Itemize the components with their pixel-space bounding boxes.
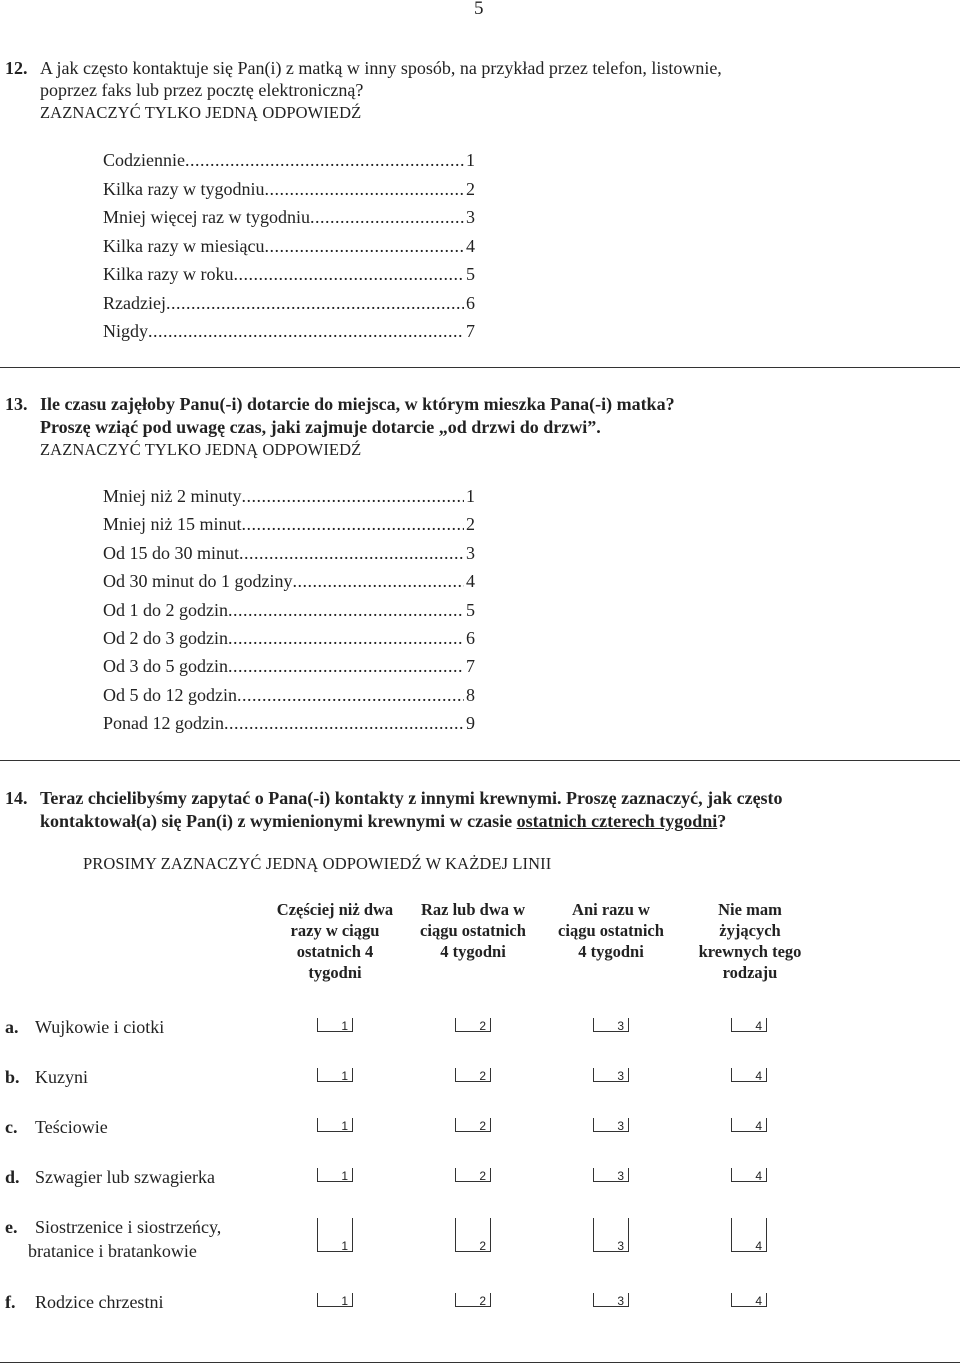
leader-dots bbox=[237, 685, 464, 706]
leader-dots bbox=[310, 207, 464, 228]
answer-option[interactable] bbox=[103, 571, 475, 599]
checkbox-code: 1 bbox=[341, 1294, 348, 1308]
answer-option[interactable] bbox=[103, 293, 475, 321]
page-number: 5 bbox=[474, 0, 484, 19]
text-part: kontaktował(a) się Pan(i) z wymienionymi krewnymi w czasie bbox=[40, 811, 517, 831]
option-label: Mniej niż 2 minuty bbox=[103, 486, 242, 506]
checkbox-code: 1 bbox=[341, 1069, 348, 1083]
checkbox-code: 3 bbox=[617, 1119, 624, 1133]
checkbox-code: 2 bbox=[479, 1169, 486, 1183]
option-label: Kilka razy w tygodniu bbox=[103, 178, 265, 199]
row-text: Rodzice chrzestni bbox=[35, 1292, 164, 1312]
answer-option[interactable] bbox=[103, 600, 475, 628]
question-text-line2: Proszę wziąć pod uwagę czas, jaki zajmuje dotarcie „od drzwi do drzwi”. bbox=[40, 417, 601, 437]
checkbox-code: 1 bbox=[341, 1169, 348, 1183]
column-header: Częściej niż dwa razy w ciągu ostatnich 4 tygodni bbox=[276, 900, 394, 982]
checkbox-code: 4 bbox=[755, 1294, 762, 1308]
option-label: Mniej więcej raz w tygodniu bbox=[103, 207, 310, 227]
option-label: Od 5 do 12 godzin bbox=[103, 684, 237, 705]
option-code: 8 bbox=[466, 684, 475, 705]
checkbox-code: 3 bbox=[617, 1169, 624, 1183]
option-label: Rzadziej bbox=[103, 292, 166, 313]
checkbox-code: 4 bbox=[755, 1169, 762, 1183]
answer-option[interactable] bbox=[103, 179, 475, 207]
text-part: ? bbox=[717, 811, 727, 831]
answer-option[interactable] bbox=[103, 486, 475, 514]
answer-checkbox[interactable] bbox=[731, 1018, 767, 1032]
answer-checkbox[interactable] bbox=[731, 1218, 767, 1252]
answer-option[interactable] bbox=[103, 685, 475, 713]
divider bbox=[0, 367, 960, 368]
option-code: 4 bbox=[466, 571, 475, 592]
answer-option[interactable] bbox=[103, 656, 475, 684]
answer-checkbox[interactable] bbox=[317, 1168, 353, 1182]
option-code: 7 bbox=[466, 656, 475, 677]
option-label: Kilka razy w roku bbox=[103, 264, 234, 284]
leader-dots bbox=[293, 571, 465, 592]
option-code: 1 bbox=[466, 150, 475, 170]
answer-option[interactable] bbox=[103, 713, 475, 741]
question-text-line1: Teraz chcielibyśmy zapytać o Pana(-i) kontakty z innymi krewnymi. Proszę zaznaczyć, jak często bbox=[40, 788, 783, 808]
leader-dots bbox=[185, 150, 464, 171]
checkbox-code: 2 bbox=[479, 1119, 486, 1133]
text-underlined: ostatnich czterech tygodni bbox=[516, 811, 718, 831]
answer-checkbox[interactable] bbox=[317, 1118, 353, 1132]
instruction: ZAZNACZYĆ TYLKO JEDNĄ ODPOWIEDŹ bbox=[40, 440, 362, 459]
row-label bbox=[5, 1167, 215, 1188]
answer-option[interactable] bbox=[103, 150, 475, 178]
answer-checkbox[interactable] bbox=[317, 1293, 353, 1307]
answer-checkbox[interactable] bbox=[593, 1118, 629, 1132]
answer-option[interactable] bbox=[103, 514, 475, 542]
row-letter: c. bbox=[5, 1117, 18, 1137]
checkbox-code: 4 bbox=[755, 1119, 762, 1133]
checkbox-code: 3 bbox=[617, 1069, 624, 1083]
leader-dots bbox=[224, 713, 464, 734]
row-label bbox=[5, 1292, 163, 1313]
row-label bbox=[5, 1067, 88, 1088]
option-code: 3 bbox=[466, 542, 475, 563]
answer-option[interactable] bbox=[103, 207, 475, 235]
option-code: 9 bbox=[466, 713, 475, 734]
checkbox-code: 3 bbox=[617, 1294, 624, 1308]
answer-checkbox[interactable] bbox=[731, 1068, 767, 1082]
checkbox-code: 1 bbox=[341, 1019, 348, 1033]
row-text: Kuzyni bbox=[35, 1067, 88, 1087]
checkbox-code: 2 bbox=[479, 1069, 486, 1083]
checkbox-code: 4 bbox=[755, 1239, 762, 1253]
row-text: Teściowie bbox=[35, 1117, 108, 1137]
instruction: PROSIMY ZAZNACZYĆ JEDNĄ ODPOWIEDŹ W KAŻDEJ LINII bbox=[83, 854, 552, 873]
leader-dots bbox=[239, 543, 464, 564]
column-header: Ani razu w ciągu ostatnich 4 tygodni bbox=[558, 900, 664, 961]
row-letter: f. bbox=[5, 1292, 16, 1312]
option-code: 7 bbox=[466, 321, 475, 341]
option-code: 2 bbox=[466, 178, 475, 199]
leader-dots bbox=[228, 600, 464, 621]
question-text-line2 bbox=[40, 810, 726, 833]
leader-dots bbox=[264, 179, 464, 200]
option-code: 5 bbox=[466, 264, 475, 284]
checkbox-code: 3 bbox=[617, 1239, 624, 1253]
answer-checkbox[interactable] bbox=[593, 1293, 629, 1307]
answer-checkbox[interactable] bbox=[593, 1218, 629, 1252]
answer-option[interactable] bbox=[103, 236, 475, 264]
option-code: 3 bbox=[466, 207, 475, 227]
row-label bbox=[5, 1017, 164, 1038]
column-header: Raz lub dwa w ciągu ostatnich 4 tygodni bbox=[420, 900, 526, 961]
option-label: Od 30 minut do 1 godziny bbox=[103, 571, 293, 592]
option-code: 6 bbox=[466, 292, 475, 313]
answer-checkbox[interactable] bbox=[731, 1168, 767, 1182]
option-label: Od 1 do 2 godzin bbox=[103, 599, 228, 620]
answer-checkbox[interactable] bbox=[455, 1018, 491, 1032]
question-text-line2: poprzez faks lub przez pocztę elektroniczną? bbox=[40, 80, 364, 100]
row-label bbox=[5, 1117, 108, 1138]
answer-checkbox[interactable] bbox=[455, 1068, 491, 1082]
answer-checkbox[interactable] bbox=[593, 1068, 629, 1082]
checkbox-code: 2 bbox=[479, 1019, 486, 1033]
checkbox-code: 2 bbox=[479, 1294, 486, 1308]
instruction: ZAZNACZYĆ TYLKO JEDNĄ ODPOWIEDŹ bbox=[40, 103, 362, 122]
checkbox-code: 2 bbox=[479, 1239, 486, 1253]
checkbox-code: 1 bbox=[341, 1119, 348, 1133]
option-label: Od 15 do 30 minut bbox=[103, 542, 240, 563]
row-label bbox=[5, 1217, 221, 1238]
leader-dots bbox=[233, 264, 464, 285]
leader-dots bbox=[228, 628, 464, 649]
option-code: 1 bbox=[466, 486, 475, 506]
row-text: Siostrzenice i siostrzeńcy, bbox=[35, 1217, 222, 1237]
answer-checkbox[interactable] bbox=[455, 1168, 491, 1182]
answer-checkbox[interactable] bbox=[317, 1068, 353, 1082]
row-letter: e. bbox=[5, 1217, 18, 1237]
option-label: Codziennie bbox=[103, 150, 185, 170]
option-label: Mniej niż 15 minut bbox=[103, 514, 242, 535]
answer-option[interactable] bbox=[103, 543, 475, 571]
divider bbox=[0, 1362, 960, 1363]
answer-checkbox[interactable] bbox=[593, 1018, 629, 1032]
question-number: 14. bbox=[5, 788, 28, 808]
question-text-line1: A jak często kontaktuje się Pan(i) z matką w inny sposób, na przykład przez telefon, listownie, bbox=[40, 58, 722, 78]
answer-checkbox[interactable] bbox=[455, 1293, 491, 1307]
option-label: Od 2 do 3 godzin bbox=[103, 628, 228, 648]
option-code: 2 bbox=[466, 514, 475, 535]
option-label: Ponad 12 godzin bbox=[103, 713, 224, 734]
option-code: 5 bbox=[466, 599, 475, 620]
option-label: Od 3 do 5 godzin bbox=[103, 656, 228, 677]
row-letter: a. bbox=[5, 1017, 19, 1037]
option-code: 6 bbox=[466, 628, 475, 648]
leader-dots bbox=[242, 486, 465, 507]
column-header: Nie mam żyjących krewnych tego rodzaju bbox=[698, 900, 802, 982]
option-code: 4 bbox=[466, 235, 475, 256]
answer-checkbox[interactable] bbox=[731, 1118, 767, 1132]
checkbox-code: 1 bbox=[341, 1239, 348, 1253]
answer-option[interactable] bbox=[103, 321, 475, 349]
checkbox-code: 4 bbox=[755, 1069, 762, 1083]
row-text: Wujkowie i ciotki bbox=[35, 1017, 165, 1037]
answer-checkbox[interactable] bbox=[731, 1293, 767, 1307]
question-text-line1: Ile czasu zajęłoby Panu(-i) dotarcie do miejsca, w którym mieszka Pana(-i) matka? bbox=[40, 394, 675, 414]
row-letter: d. bbox=[5, 1167, 20, 1187]
divider bbox=[0, 760, 960, 761]
answer-checkbox[interactable] bbox=[317, 1018, 353, 1032]
row-label-continued: bratanice i bratankowie bbox=[28, 1241, 197, 1261]
leader-dots bbox=[166, 293, 464, 314]
leader-dots bbox=[242, 514, 465, 535]
leader-dots bbox=[228, 656, 464, 677]
answer-checkbox[interactable] bbox=[455, 1118, 491, 1132]
answer-checkbox[interactable] bbox=[593, 1168, 629, 1182]
answer-option[interactable] bbox=[103, 264, 475, 292]
row-text: Szwagier lub szwagierka bbox=[35, 1167, 215, 1187]
checkbox-code: 4 bbox=[755, 1019, 762, 1033]
leader-dots bbox=[148, 321, 464, 342]
checkbox-code: 3 bbox=[617, 1019, 624, 1033]
option-label: Kilka razy w miesiącu bbox=[103, 235, 265, 256]
answer-option[interactable] bbox=[103, 628, 475, 656]
question-number: 13. bbox=[5, 394, 28, 414]
leader-dots bbox=[264, 236, 464, 257]
option-label: Nigdy bbox=[103, 321, 148, 341]
answer-checkbox[interactable] bbox=[455, 1218, 491, 1252]
row-letter: b. bbox=[5, 1067, 20, 1087]
answer-checkbox[interactable] bbox=[317, 1218, 353, 1252]
question-number: 12. bbox=[5, 58, 28, 78]
